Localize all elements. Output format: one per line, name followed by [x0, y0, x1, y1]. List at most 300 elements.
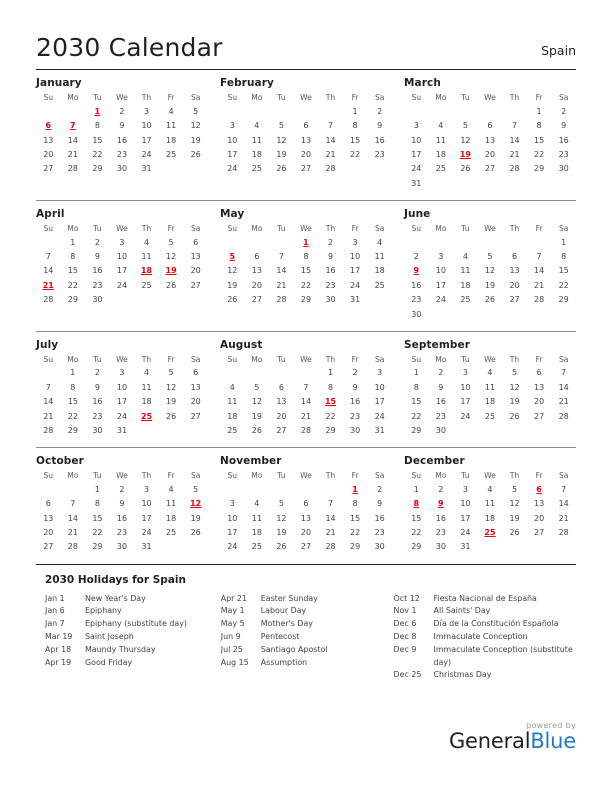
weekday-we: We [484, 471, 496, 481]
week-row [404, 105, 576, 119]
week-row [36, 264, 208, 278]
day-cell: 23 [350, 411, 361, 421]
day-cell-empty [183, 424, 208, 438]
day-cell-empty [453, 235, 478, 249]
week-row [220, 279, 392, 293]
month-block-july [36, 339, 208, 438]
day-cell: 13 [190, 252, 201, 261]
week-row [220, 381, 392, 395]
day-cell: 29 [558, 295, 569, 305]
day-cell: 6 [511, 252, 518, 261]
day-cell: 13 [484, 135, 496, 145]
weekday-th: Th [325, 471, 336, 481]
month-grid [404, 355, 576, 438]
footer-branding [449, 721, 576, 752]
day-cell: 26 [276, 164, 287, 174]
holiday-name: Fiesta Nacional de España [433, 593, 537, 603]
weekday-sa: Sa [558, 223, 569, 233]
day-cell: 21 [325, 149, 336, 159]
day-cell: 10 [116, 252, 128, 261]
weekday-tu: Tu [277, 471, 286, 481]
day-cell: 14 [534, 266, 545, 276]
month-name: May [220, 207, 245, 220]
day-cell-empty [269, 366, 294, 380]
day-cell: 24 [116, 411, 128, 421]
day-cell: 3 [143, 106, 150, 116]
day-cell-empty [478, 176, 503, 190]
day-cell: 8 [70, 382, 76, 392]
week-row [36, 105, 208, 119]
holiday-name: Epiphany [85, 606, 122, 616]
day-cell: 28 [325, 164, 336, 174]
week-row [36, 279, 208, 293]
weekday-header-row [36, 93, 208, 105]
day-cell: 2 [352, 368, 358, 378]
day-cell-empty [453, 105, 478, 119]
day-cell-empty [61, 483, 86, 497]
day-cell: 26 [509, 411, 520, 421]
week-row [220, 395, 392, 409]
week-row [220, 264, 392, 278]
day-cell: 11 [484, 499, 496, 509]
day-cell: 24 [411, 164, 422, 174]
month-block-april [36, 208, 208, 322]
day-cell: 13 [43, 135, 54, 145]
day-cell: 2 [561, 106, 567, 116]
weekday-we: We [484, 93, 496, 102]
weekday-mo: Mo [67, 223, 79, 233]
weekday-header-row [220, 224, 392, 236]
week-row [220, 250, 392, 264]
weekday-sa: Sa [558, 471, 569, 481]
day-cell-empty [478, 424, 503, 438]
day-cell: 10 [227, 513, 238, 523]
day-cell-empty [36, 366, 61, 380]
day-cell: 22 [67, 280, 78, 290]
week-row [404, 235, 576, 249]
weekday-mo: Mo [435, 471, 447, 481]
holiday-date: Mar 19 [45, 632, 73, 642]
weekday-we: We [116, 354, 128, 364]
day-cell: 19 [509, 397, 520, 407]
day-cell-empty [527, 176, 552, 190]
day-cell-empty [429, 105, 454, 119]
weekday-header-row [36, 471, 208, 483]
day-cell: 6 [487, 121, 493, 131]
holiday-name: Immaculate Conception (substitute day) [433, 644, 573, 667]
day-cell: 14 [67, 513, 78, 523]
day-cell: 8 [536, 121, 542, 131]
weekday-th: Th [325, 223, 336, 233]
day-cell: 27 [300, 542, 312, 552]
week-row [220, 162, 392, 176]
day-cell: 17 [116, 397, 128, 407]
holiday-name: Pentecost [260, 632, 300, 642]
week-row [36, 424, 208, 438]
day-cell-empty [429, 307, 454, 321]
day-cell: 25 [251, 164, 262, 174]
day-cell: 10 [350, 252, 361, 261]
day-cell-empty [527, 235, 552, 249]
day-cell: 4 [377, 237, 383, 247]
holidays-columns [36, 593, 576, 683]
day-cell: 26 [166, 280, 177, 290]
week-row [220, 293, 392, 307]
day-cell: 31 [116, 425, 128, 435]
day-cell-empty [183, 540, 208, 554]
day-cell: 16 [350, 397, 361, 407]
day-cell: 25 [374, 280, 385, 290]
day-cell: 30 [558, 164, 569, 174]
holiday-list-item [394, 669, 576, 682]
day-cell-empty [183, 162, 208, 176]
day-cell-empty [159, 162, 184, 176]
weekday-mo: Mo [435, 223, 447, 233]
weekday-sa: Sa [190, 223, 201, 233]
week-row [220, 119, 392, 133]
week-row [404, 424, 576, 438]
weekday-sa: Sa [374, 471, 385, 481]
day-cell: 20 [534, 397, 545, 407]
day-cell: 16 [116, 135, 128, 145]
weekday-fr: Fr [351, 471, 359, 481]
day-cell: 24 [435, 295, 446, 305]
holiday-list-item [394, 593, 576, 606]
holiday-list-item [394, 644, 576, 670]
day-cell: 4 [229, 382, 235, 392]
day-cell: 13 [251, 266, 262, 276]
weekday-fr: Fr [167, 93, 175, 102]
month-grid [404, 471, 576, 554]
holiday-list-item [394, 618, 576, 631]
weekday-mo: Mo [251, 354, 263, 364]
day-cell: 24 [227, 542, 238, 552]
day-cell: 18 [141, 397, 152, 407]
day-cell: 28 [558, 528, 569, 538]
weekday-header-row [220, 355, 392, 367]
day-cell: 11 [435, 135, 446, 145]
day-cell: 4 [254, 121, 260, 131]
holiday-date: Dec 6 [393, 619, 417, 629]
day-cell: 5 [168, 237, 174, 247]
day-cell: 28 [300, 425, 312, 435]
day-cell: 3 [119, 237, 125, 247]
weekday-sa: Sa [374, 223, 385, 233]
brand-name-second: Blue [530, 729, 576, 753]
day-cell: 28 [325, 542, 336, 552]
day-cell: 28 [67, 164, 78, 174]
day-cell: 17 [350, 266, 361, 276]
day-cell-empty [294, 483, 319, 497]
weekday-fr: Fr [167, 354, 175, 364]
day-cell: 21 [67, 528, 78, 538]
day-cell: 17 [435, 280, 446, 290]
day-cell: 10 [411, 135, 422, 145]
weekday-tu: Tu [461, 223, 470, 233]
day-cell: 30 [435, 425, 446, 435]
month-name: April [36, 207, 65, 220]
holiday-list-item [221, 631, 386, 644]
day-cell: 29 [67, 295, 78, 305]
day-cell-empty [502, 176, 527, 190]
holiday-date: Dec 9 [393, 644, 417, 654]
day-cell: 17 [374, 397, 385, 407]
day-cell: 20 [251, 280, 262, 290]
day-cell: 7 [561, 484, 567, 494]
weekday-mo: Mo [435, 354, 447, 364]
holidays-column [221, 593, 394, 683]
day-cell: 19 [190, 513, 201, 523]
holiday-date: Jan 1 [45, 593, 65, 603]
day-cell: 24 [374, 411, 385, 421]
holiday-date: Jan 6 [45, 606, 65, 616]
day-cell-empty [551, 424, 576, 438]
weekday-fr: Fr [535, 223, 543, 233]
week-row [220, 497, 392, 511]
day-cell: 13 [534, 382, 545, 392]
day-cell: 20 [300, 528, 312, 538]
day-cell-empty [245, 105, 270, 119]
day-cell-empty [453, 307, 478, 321]
weekday-fr: Fr [167, 223, 175, 233]
day-cell: 4 [143, 368, 150, 378]
weekday-th: Th [325, 93, 336, 102]
day-cell: 17 [460, 397, 471, 407]
day-cell: 16 [92, 266, 103, 276]
day-cell: 7 [278, 252, 284, 261]
week-row [36, 148, 208, 162]
month-grid [220, 355, 392, 438]
day-cell: 21 [300, 411, 312, 421]
day-cell: 25 [227, 425, 238, 435]
day-cell: 31 [374, 425, 385, 435]
month-name: December [404, 455, 465, 468]
day-cell: 6 [303, 499, 309, 509]
month-grid [36, 224, 208, 307]
day-cell: 28 [558, 411, 569, 421]
weekday-sa: Sa [190, 354, 201, 364]
day-cell-holiday: 12 [190, 499, 202, 509]
day-cell: 20 [534, 513, 545, 523]
day-cell: 1 [94, 484, 100, 494]
day-cell: 11 [166, 121, 177, 131]
day-cell: 28 [276, 295, 287, 305]
week-row [404, 512, 576, 526]
month-block-may [220, 208, 392, 322]
week-row [404, 293, 576, 307]
day-cell: 27 [484, 164, 496, 174]
weekday-su: Su [227, 471, 238, 481]
day-cell: 12 [460, 135, 471, 145]
day-cell: 26 [509, 528, 520, 538]
weekday-header-row [404, 355, 576, 367]
week-row [404, 381, 576, 395]
day-cell: 19 [276, 149, 287, 159]
day-cell: 12 [190, 121, 201, 131]
month-block-march [404, 77, 576, 191]
day-cell: 25 [251, 542, 262, 552]
holiday-date: May 1 [220, 606, 245, 616]
day-cell: 15 [92, 135, 103, 145]
day-cell: 27 [509, 295, 520, 305]
day-cell: 17 [227, 528, 238, 538]
day-cell: 11 [251, 135, 262, 145]
day-cell: 9 [561, 121, 567, 131]
day-cell: 6 [278, 382, 284, 392]
day-cell: 9 [94, 382, 100, 392]
day-cell: 10 [116, 382, 128, 392]
day-cell-empty [318, 483, 343, 497]
day-cell: 24 [116, 280, 128, 290]
week-row [404, 366, 576, 380]
week-row [36, 526, 208, 540]
day-cell: 21 [509, 149, 520, 159]
day-cell-holiday: 25 [484, 528, 496, 538]
day-cell: 15 [558, 266, 569, 276]
day-cell-holiday: 19 [165, 266, 177, 276]
day-cell-empty [245, 483, 270, 497]
day-cell: 20 [190, 266, 201, 276]
day-cell: 22 [92, 149, 103, 159]
day-cell: 3 [352, 237, 358, 247]
holiday-date: Dec 25 [393, 670, 422, 680]
day-cell: 24 [141, 528, 152, 538]
day-cell: 24 [141, 149, 152, 159]
day-cell: 25 [166, 149, 177, 159]
week-row [404, 264, 576, 278]
day-cell: 1 [536, 106, 542, 116]
day-cell: 4 [487, 484, 493, 494]
day-cell: 20 [43, 528, 54, 538]
day-cell: 1 [352, 106, 358, 116]
day-cell: 22 [92, 528, 103, 538]
day-cell: 3 [229, 121, 235, 131]
day-cell: 26 [251, 425, 262, 435]
day-cell: 16 [411, 280, 422, 290]
day-cell-empty [367, 162, 392, 176]
day-cell: 14 [509, 135, 520, 145]
month-name: October [36, 455, 84, 468]
day-cell: 28 [509, 164, 520, 174]
day-cell: 30 [92, 295, 103, 305]
day-cell: 26 [227, 295, 238, 305]
day-cell-empty [453, 176, 478, 190]
day-cell: 23 [558, 149, 569, 159]
day-cell: 22 [411, 528, 422, 538]
day-cell-empty [551, 540, 576, 554]
day-cell: 10 [141, 121, 152, 131]
day-cell: 23 [374, 149, 385, 159]
day-cell: 2 [413, 252, 419, 261]
day-cell: 16 [92, 397, 103, 407]
weekday-su: Su [43, 354, 54, 364]
month-block-june [404, 208, 576, 322]
month-grid [36, 93, 208, 176]
day-cell-holiday: 1 [94, 106, 101, 116]
day-cell: 8 [94, 499, 100, 509]
weekday-th: Th [509, 93, 520, 102]
day-cell-empty [551, 176, 576, 190]
day-cell-empty [159, 293, 184, 307]
day-cell-empty [453, 424, 478, 438]
weekday-tu: Tu [461, 471, 470, 481]
day-cell: 17 [411, 149, 422, 159]
week-row [404, 119, 576, 133]
day-cell: 18 [166, 513, 177, 523]
day-cell: 29 [300, 295, 312, 305]
day-cell: 26 [484, 295, 496, 305]
day-cell: 12 [509, 382, 520, 392]
month-grid [404, 93, 576, 191]
day-cell-empty [318, 105, 343, 119]
day-cell: 21 [325, 528, 336, 538]
week-row [404, 526, 576, 540]
day-cell-holiday: 21 [42, 280, 54, 290]
day-cell-empty [404, 235, 429, 249]
day-cell: 30 [92, 425, 103, 435]
day-cell: 15 [411, 397, 422, 407]
day-cell: 6 [193, 237, 199, 247]
day-cell-empty [478, 235, 503, 249]
day-cell-holiday: 5 [229, 252, 236, 261]
brand-name-first: General [448, 729, 531, 753]
day-cell: 14 [276, 266, 287, 276]
day-cell: 29 [411, 425, 422, 435]
weekday-fr: Fr [535, 93, 543, 102]
day-cell: 14 [558, 382, 569, 392]
weekday-tu: Tu [277, 354, 286, 364]
day-cell-empty [478, 307, 503, 321]
day-cell: 8 [352, 499, 358, 509]
week-row [220, 540, 392, 554]
weekday-mo: Mo [251, 93, 263, 102]
day-cell: 30 [116, 542, 128, 552]
day-cell: 23 [116, 528, 128, 538]
page-header [36, 0, 576, 60]
day-cell: 14 [325, 513, 336, 523]
day-cell: 7 [327, 499, 334, 509]
day-cell: 10 [435, 266, 446, 276]
week-row [404, 133, 576, 147]
day-cell: 20 [509, 280, 520, 290]
holiday-list-item [221, 644, 386, 657]
weekday-th: Th [325, 354, 336, 364]
month-block-september [404, 339, 576, 438]
weekday-fr: Fr [535, 471, 543, 481]
day-cell: 5 [168, 368, 174, 378]
day-cell-empty [343, 162, 368, 176]
weekday-su: Su [411, 223, 422, 233]
day-cell: 4 [487, 368, 493, 378]
day-cell-holiday: 6 [536, 484, 542, 494]
day-cell: 15 [350, 513, 361, 523]
day-cell: 7 [511, 121, 518, 131]
weekday-th: Th [141, 354, 152, 364]
day-cell: 31 [460, 542, 471, 552]
day-cell: 11 [227, 397, 238, 407]
weekday-th: Th [509, 471, 520, 481]
brand-logo[interactable] [449, 731, 576, 752]
day-cell: 21 [276, 280, 287, 290]
weekday-sa: Sa [190, 93, 201, 102]
day-cell-empty [134, 293, 159, 307]
day-cell: 3 [413, 121, 419, 131]
quarter-row [36, 332, 576, 438]
month-name: August [220, 338, 263, 351]
holiday-name: Labour Day [260, 606, 307, 616]
day-cell: 27 [300, 164, 312, 174]
day-cell: 19 [190, 135, 201, 145]
